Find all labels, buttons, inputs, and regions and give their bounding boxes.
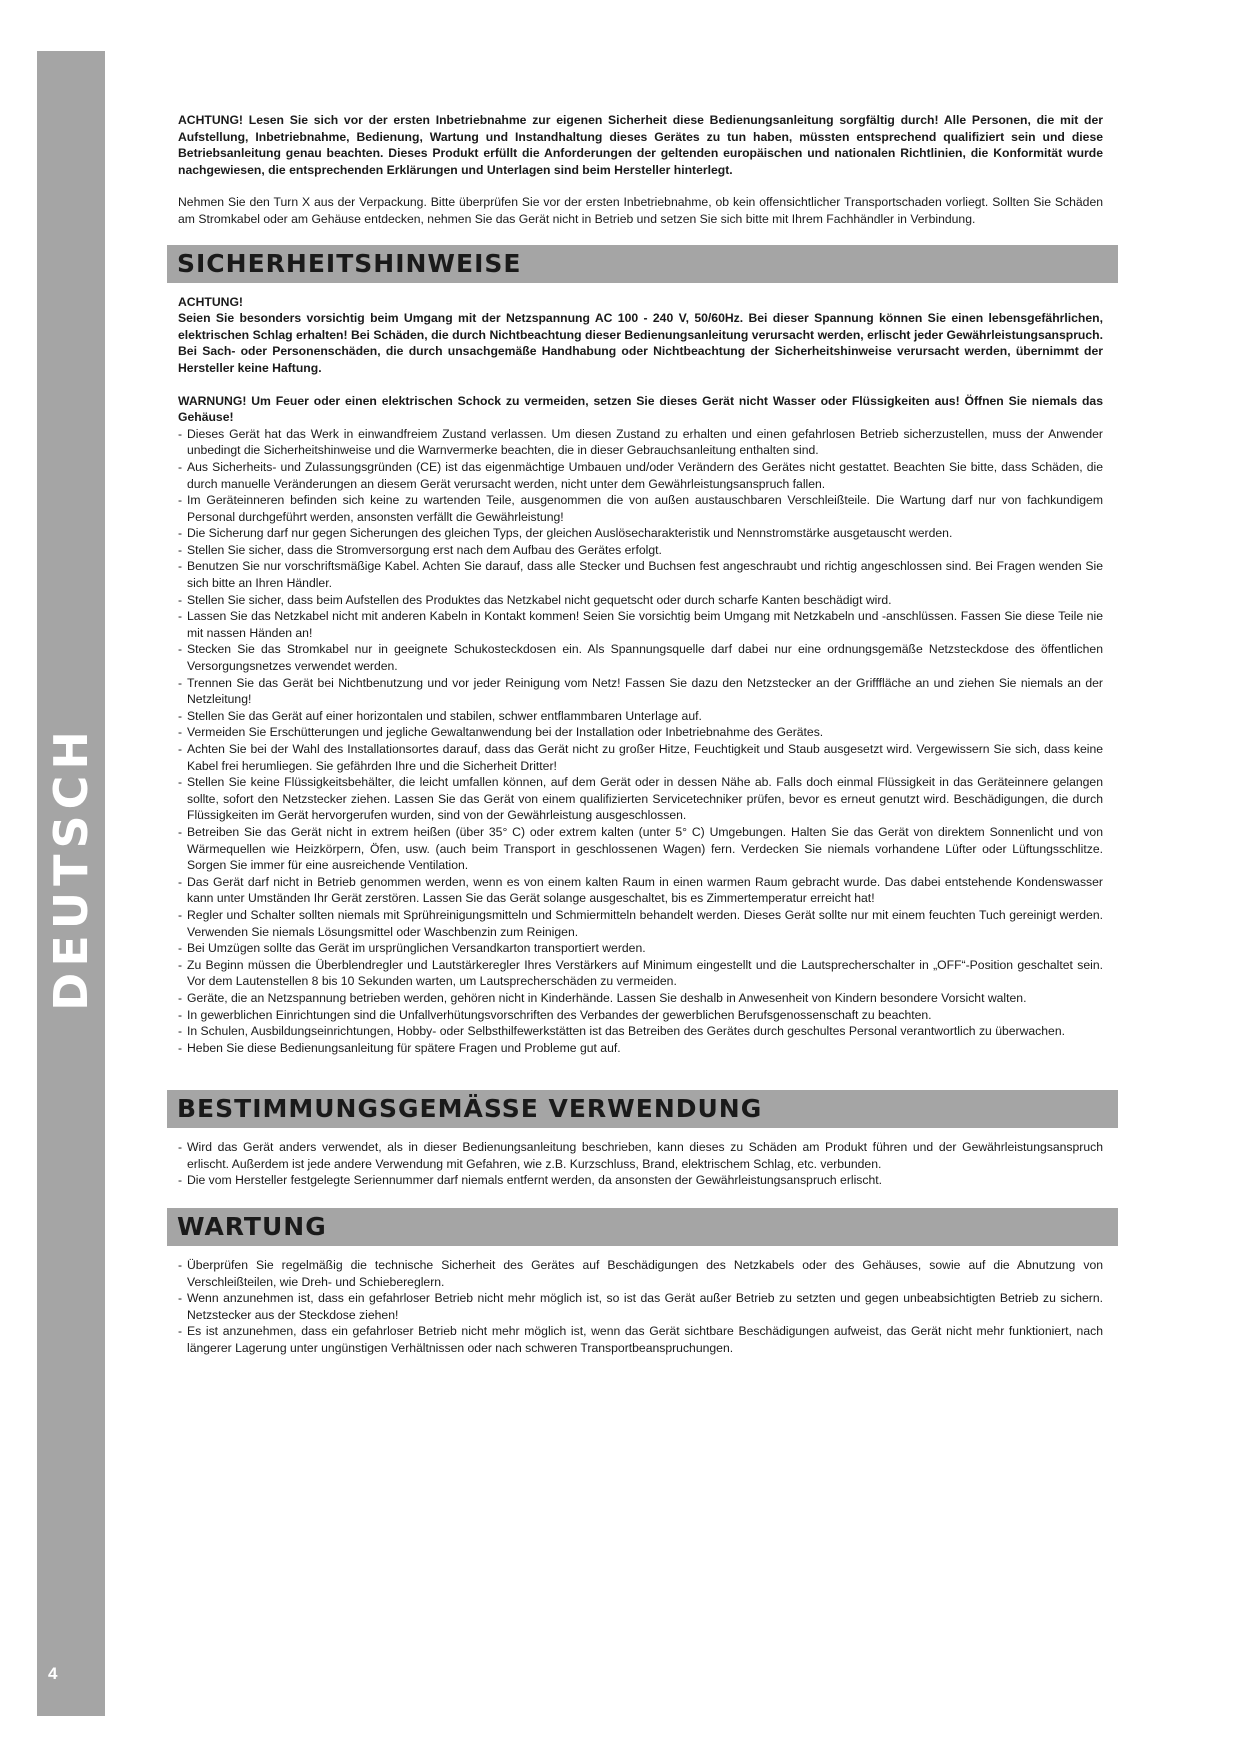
list-item: - Vermeiden Sie Erschütterungen und jegliche Gewaltanwendung bei der Installation oder Inbetriebnahme des Gerätes. — [178, 724, 1103, 741]
list-item: - In gewerblichen Einrichtungen sind die Unfallverhütungsvorschriften des Verbandes der gewerblichen Berufsgenossenschaft zu beachten. — [178, 1007, 1103, 1024]
list-item: - Bei Umzügen sollte das Gerät im ursprünglichen Versandkarton transportiert werden. — [178, 940, 1103, 957]
list-item: - Die Sicherung darf nur gegen Sicherungen des gleichen Typs, der gleichen Auslösecharakteristik und Nennstromstärke ausgetauscht werden. — [178, 525, 1103, 542]
list-item: - Im Geräteinneren befinden sich keine zu wartenden Teile, ausgenommen die von außen austauschbaren Verschleißteile. Die Wartung darf nur von fachkundigem Personal durchgeführt werden, ansonsten verfällt die Gewährleistung! — [178, 492, 1103, 525]
list-item: - In Schulen, Ausbildungseinrichtungen, Hobby- oder Selbsthilfewerkstätten ist das Betreiben des Gerätes durch geschultes Personal verantwortlich zu überwachen. — [178, 1023, 1103, 1040]
safety-warning-text: WARNUNG! Um Feuer oder einen elektrischen Schock zu vermeiden, setzen Sie dieses Gerät nicht Wasser oder Flüssigkeiten aus! Öffnen Sie niemals das Gehäuse! — [178, 393, 1103, 425]
intro-unpack: Nehmen Sie den Turn X aus der Verpackung. Bitte überprüfen Sie vor der ersten Inbetriebnahme, ob kein offensichtlicher Transportschaden vorliegt. Sollten Sie Schäden am Stromkabel oder am Gehäuse entdecken, nehmen Sie das Gerät nicht in Betrieb und setzen Sie sich bitte mit Ihrem Fachhändler in Verbindung. — [178, 195, 1103, 226]
maintenance-heading: WARTUNG — [167, 1208, 1118, 1246]
intended-use-list — [178, 1139, 1103, 1189]
page-content — [178, 112, 1103, 1357]
list-item: - Aus Sicherheits- und Zulassungsgründen (CE) ist das eigenmächtige Umbauen und/oder Verändern des Gerätes nicht gestattet. Beachten Sie bitte, dass Schäden, die durch manuelle Veränderungen an diesem Gerät verursacht werden, nicht unter dem Gewährleistungsanspruch fallen. — [178, 459, 1103, 492]
list-item: - Wird das Gerät anders verwendet, als in dieser Bedienungsanleitung beschrieben, kann dieses zu Schäden am Produkt führen und der Gewährleistungsanspruch erlischt. Außerdem ist jede andere Verwendung mit Gefahren, wie z.B. Kurzschluss, Brand, elektrischem Schlag, etc. verbunden. — [178, 1139, 1103, 1172]
safety-caution-title: ACHTUNG! — [178, 294, 243, 309]
list-item: - Betreiben Sie das Gerät nicht in extrem heißen (über 35° C) oder extrem kalten (unter 5° C) Umgebungen. Halten Sie das Gerät von direktem Sonnenlicht und von Wärmequellen wie Heizkörpern, Öfen, usw. (auch beim Transport in geschlossenen Wagen) fern. Verdecken Sie niemals vorhandene Lüfter oder Lüftungsschlitze. Sorgen Sie immer für eine ausreichende Ventilation. — [178, 824, 1103, 874]
list-item: - Das Gerät darf nicht in Betrieb genommen werden, wenn es von einem kalten Raum in einen warmen Raum gebracht wurde. Das dabei entstehende Kondenswasser kann unter Umständen Ihr Gerät zerstören. Lassen Sie das Gerät solange ausgeschaltet, bis es Zimmertemperatur erreicht hat! — [178, 874, 1103, 907]
list-item: - Regler und Schalter sollten niemals mit Sprühreinigungsmitteln und Schmiermitteln behandelt werden. Dieses Gerät sollte nur mit einem feuchten Tuch gereinigt werden. Verwenden Sie niemals Lösungsmittel oder Waschbenzin zum Reinigen. — [178, 907, 1103, 940]
list-item: - Dieses Gerät hat das Werk in einwandfreiem Zustand verlassen. Um diesen Zustand zu erhalten und einen gefahrlosen Betrieb sicherzustellen, muss der Anwender unbedingt die Sicherheitshinweise und die Warnvermerke beachten, die in dieser Gebrauchsanleitung enthalten sind. — [178, 426, 1103, 459]
list-item: - Trennen Sie das Gerät bei Nichtbenutzung und vor jeder Reinigung vom Netz! Fassen Sie dazu den Netzstecker an der Grifffläche an und ziehen Sie niemals an der Netzleitung! — [178, 675, 1103, 708]
list-item: - Überprüfen Sie regelmäßig die technische Sicherheit des Gerätes auf Beschädigungen des Netzkabels oder des Gehäuses, sowie auf die Abnutzung von Verschleißteilen, wie Dreh- und Schiebereglern. — [178, 1257, 1103, 1290]
list-item: - Geräte, die an Netzspannung betrieben werden, gehören nicht in Kinderhände. Lassen Sie deshalb in Anwesenheit von Kindern besondere Vorsicht walten. — [178, 990, 1103, 1007]
list-item: - Benutzen Sie nur vorschriftsmäßige Kabel. Achten Sie darauf, dass alle Stecker und Buchsen fest angeschraubt und richtig angeschlossen sind. Bei Fragen wenden Sie sich bitte an Ihren Händler. — [178, 558, 1103, 591]
safety-caution-text: Seien Sie besonders vorsichtig beim Umgang mit der Netzspannung AC 100 - 240 V, 50/60Hz. Bei dieser Spannung können Sie einen lebensgefährlichen, elektrischen Schlag erhalten! Bei Schäden, die durch Nichtbeachtung dieser Bedienungsanleitung verursacht werden, erlischt jeder Gewährleistungsanspruch. Bei Sach- oder Personenschäden, die durch unsachgemäße Handhabung oder Nichtbeachtung der Sicherheitshinweise verursacht werden, übernimmt der Hersteller keine Haftung. — [178, 311, 1103, 375]
language-label: DEUTSCH — [44, 725, 98, 1011]
list-item: - Es ist anzunehmen, dass ein gefahrloser Betrieb nicht mehr möglich ist, wenn das Gerät sichtbare Beschädigungen aufweist, das Gerät nicht mehr funktioniert, nach längerer Lagerung unter ungünstigen Verhältnissen oder nach schweren Transportbeanspruchungen. — [178, 1323, 1103, 1356]
list-item: - Heben Sie diese Bedienungsanleitung für spätere Fragen und Probleme gut auf. — [178, 1040, 1103, 1057]
list-item: - Stecken Sie das Stromkabel nur in geeignete Schukosteckdosen ein. Als Spannungsquelle darf dabei nur eine ordnungsgemäße Netzsteckdose des öffentlichen Versorgungsnetzes verwendet werden. — [178, 641, 1103, 674]
list-item: - Stellen Sie das Gerät auf einer horizontalen und stabilen, schwer entflammbaren Unterlage auf. — [178, 708, 1103, 725]
safety-heading: SICHERHEITSHINWEISE — [167, 245, 1118, 283]
list-item: - Stellen Sie sicher, dass beim Aufstellen des Produktes das Netzkabel nicht gequetscht oder durch scharfe Kanten beschädigt wird. — [178, 592, 1103, 609]
list-item: - Stellen Sie keine Flüssigkeitsbehälter, die leicht umfallen können, auf dem Gerät oder in dessen Nähe ab. Falls doch einmal Flüssigkeit in das Geräteinnere gelangen sollte, sofort den Netzstecker ziehen. Lassen Sie das Gerät von einem qualifizierten Servicetechniker prüfen, bevor es erneut genutzt wird. Beschädigungen, die durch Flüssigkeiten im Gerät hervorgerufen wurden, sind von der Gewährleistung ausgeschlossen. — [178, 774, 1103, 824]
list-item: - Achten Sie bei der Wahl des Installationsortes darauf, dass das Gerät nicht zu großer Hitze, Feuchtigkeit und Staub ausgesetzt wird. Vergewissern Sie sich, dass keine Kabel frei herumliegen. Sie gefährden Ihre und die Sicherheit Dritter! — [178, 741, 1103, 774]
list-item: - Zu Beginn müssen die Überblendregler und Lautstärkeregler Ihres Verstärkers auf Minimum eingestellt und die Lautsprecherschalter in „OFF“-Position geschaltet sein. Vor dem Lautenstellen 8 bis 10 Sekunden warten, um Lautsprecherschäden zu vermeiden. — [178, 957, 1103, 990]
list-item: - Lassen Sie das Netzkabel nicht mit anderen Kabeln in Kontakt kommen! Seien Sie vorsichtig beim Umgang mit Netzkabeln und -anschlüssen. Fassen Sie diese Teile nie mit nassen Händen an! — [178, 608, 1103, 641]
safety-list — [178, 426, 1103, 1057]
intended-use-heading: BESTIMMUNGSGEMÄSSE VERWENDUNG — [167, 1090, 1118, 1128]
list-item: - Stellen Sie sicher, dass die Stromversorgung erst nach dem Aufbau des Gerätes erfolgt. — [178, 542, 1103, 559]
page-number: 4 — [48, 1664, 58, 1683]
list-item: - Die vom Hersteller festgelegte Seriennummer darf niemals entfernt werden, da ansonsten der Gewährleistungsanspruch erlischt. — [178, 1172, 1103, 1189]
maintenance-list — [178, 1257, 1103, 1357]
list-item: - Wenn anzunehmen ist, dass ein gefahrloser Betrieb nicht mehr möglich ist, so ist das Gerät außer Betrieb zu setzten und gegen unbeabsichtigten Betrieb zu sichern. Netzstecker aus der Steckdose ziehen! — [178, 1290, 1103, 1323]
intro-warning: ACHTUNG! Lesen Sie sich vor der ersten Inbetriebnahme zur eigenen Sicherheit diese Bedienungsanleitung sorgfältig durch! Alle Personen, die mit der Aufstellung, Inbetriebnahme, Bedienung, Wartung und Instandhaltung dieses Gerätes zu tun haben, müssten entsprechend qualifiziert sein und diese Betriebsanleitung genau beachten. Dieses Produkt erfüllt die Anforderungen der geltenden europäischen und nationalen Richtlinien, die Konformität wurde nachgewiesen, die entsprechenden Erklärungen und Unterlagen sind beim Hersteller hinterlegt. — [178, 113, 1103, 177]
